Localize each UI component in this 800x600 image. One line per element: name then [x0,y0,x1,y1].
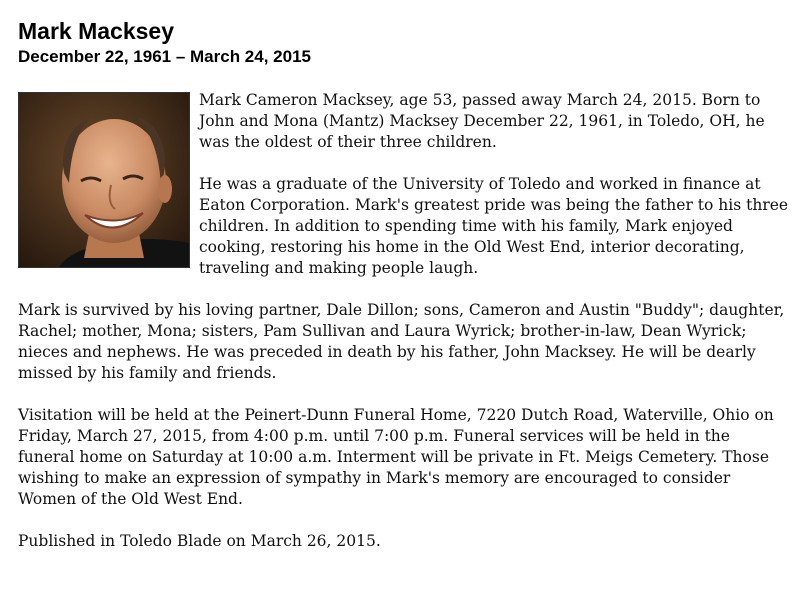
life-dates: December 22, 1961 – March 24, 2015 [18,47,311,66]
portrait-photo [18,92,190,268]
paragraph-services: Visitation will be held at the Peinert-Dunn Funeral Home, 7220 Dutch Road, Waterville, Ohio on Friday, March 27, 2015, from 4:00 p.m. until 7:00 p.m. Funeral services will be held in the funeral home on Saturday at 10:00 a.m. Interment will be private in Ft. Meigs Cemetery. Those wishing to make an expression of sympathy in Mark's memory are encouraged to consider Women of the Old West End. [18,406,774,508]
paragraph-career: He was a graduate of the University of Toledo and worked in finance at Eaton Corporation. Mark's greatest pride was being the father to his three children. In addition to spending time with his family, Mark enjoyed cooking, restoring his home in the Old West End, interior decorating, traveling and making people laugh. [199,175,789,277]
paragraph-intro: Mark Cameron Macksey, age 53, passed away March 24, 2015. Born to John and Mona (Mantz) Macksey December 22, 1961, in Toledo, OH, he was the oldest of their three children. [199,91,765,151]
deceased-name: Mark Macksey [18,18,174,44]
publication-note: Published in Toledo Blade on March 26, 2015. [18,532,381,550]
paragraph-survivors: Mark is survived by his loving partner, Dale Dillon; sons, Cameron and Austin "Buddy"; daughter, Rachel; mother, Mona; sisters, Pam Sullivan and Laura Wyrick; brother-in-law, Dean Wyrick; nieces and nephews. He was preceded in death by his father, John Macksey. He will be dearly missed by his family and friends. [18,301,785,382]
obituary-body [18,90,790,552]
